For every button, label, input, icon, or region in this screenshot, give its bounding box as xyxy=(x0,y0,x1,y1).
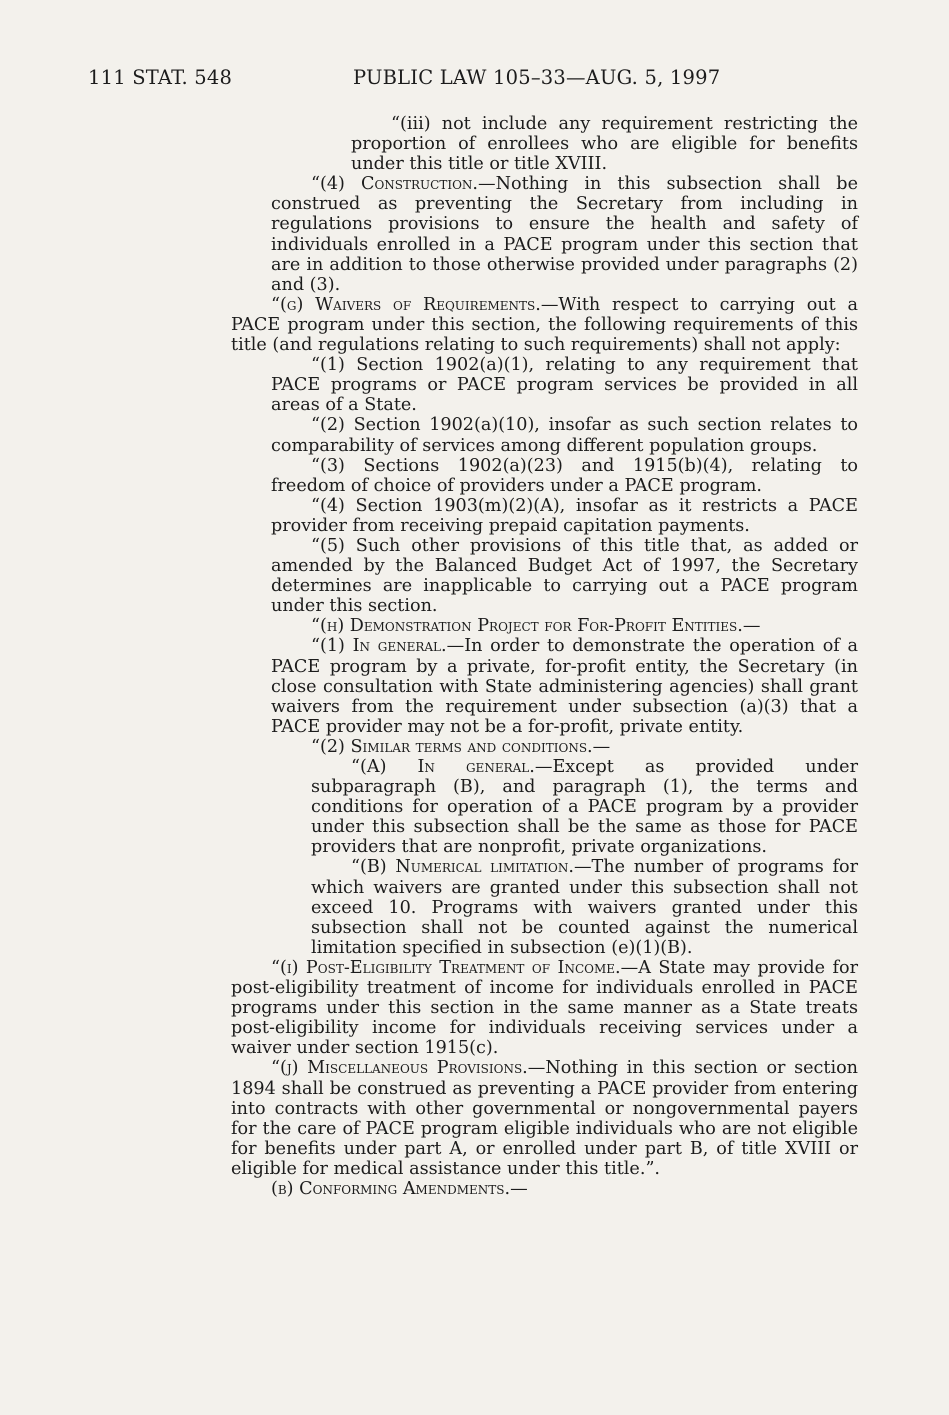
subsection-i xyxy=(231,958,858,1058)
paragraph-text: Except as provided under subparagraph (B), and paragraph (1), the terms and conditions for operation of a PACE program by a provider under this subsection shall be the same as those for PACE providers that are nonprofit, private organizations. xyxy=(311,757,858,858)
subparagraph-a xyxy=(311,757,858,857)
paragraph-heading: “(4) Construction.— xyxy=(311,174,496,195)
paragraph-heading: “(1) In general.— xyxy=(311,636,465,657)
waiver-item-5 xyxy=(271,536,858,616)
paragraph-text: A State may provide for post-eligibility treatment of income for individuals enrolled in PACE programs under this section in the same manner as a State treats post-eligibility income for individuals receiving services under a waiver under section 1915(c). xyxy=(231,957,858,1059)
subsection-j xyxy=(231,1058,858,1179)
subsection-h-paragraph-2-heading xyxy=(271,737,858,757)
waiver-item-1 xyxy=(271,355,858,415)
public-law-citation: PUBLIC LAW 105–33—AUG. 5, 1997 xyxy=(353,66,721,89)
paragraph-text: The number of programs for which waivers are granted under this subsection shall not exceed 10. Programs with waivers granted under this subsection shall not be counted against the numerical limitation specified in subsection (e)(1)(B). xyxy=(311,857,858,958)
paragraph-text: “(3) Sections 1902(a)(23) and 1915(b)(4), relating to freedom of choice of providers under a PACE program. xyxy=(271,455,858,496)
paragraph-text: With respect to carrying out a PACE program under this section, the following requirements of this title (and regulations relating to such requirements) shall not apply: xyxy=(231,294,859,356)
subparagraph-b xyxy=(311,857,858,957)
clause-iii xyxy=(351,114,858,174)
subsection-heading: “(h) Demonstration Project for For-Profit Entities.— xyxy=(311,616,761,637)
paragraph-heading: “(2) Similar terms and conditions.— xyxy=(311,736,611,757)
waiver-item-4 xyxy=(271,496,858,536)
document-body xyxy=(231,114,858,1199)
subsection-g-waivers xyxy=(231,295,858,355)
paragraph-text: “(2) Section 1902(a)(10), insofar as such section relates to comparability of services among different population groups. xyxy=(271,415,858,456)
subsection-heading: “(g) Waivers of Requirements.— xyxy=(271,294,559,315)
paragraph-heading: “(B) Numerical limitation.— xyxy=(351,857,592,878)
paragraph-4-construction xyxy=(271,174,858,295)
waiver-item-2 xyxy=(271,415,858,455)
paragraph-text: “(1) Section 1902(a)(1), relating to any requirement that PACE programs or PACE program services be provided in all areas of a State. xyxy=(271,355,858,416)
paragraph-text: In order to demonstrate the operation of a PACE program by a private, for-profit entity, the Secretary (in close consultation with State administering agencies) shall grant waivers from the requirement under subsection (a)(3) that a PACE provider may not be a for-profit, private entity. xyxy=(271,636,858,737)
subsection-heading: “(j) Miscellaneous Provisions.— xyxy=(271,1058,546,1079)
page-header xyxy=(88,66,861,92)
paragraph-text: “(5) Such other provisions of this title that, as added or amended by the Balanced Budget Act of 1997, the Secretary determines are inapplicable to carrying out a PACE program under this section. xyxy=(271,535,858,617)
subsection-h-paragraph-1 xyxy=(271,636,858,736)
waiver-item-3 xyxy=(271,456,858,496)
paragraph-text: Nothing in this section or section 1894 shall be construed as preventing a PACE provider from entering into contracts with other governmental or nongovernmental payers for the care of PACE program eligible individuals who are not eligible for benefits under part A, or enrolled under part B, of title XVIII or eligible for medical assistance under this title.”. xyxy=(231,1058,858,1179)
paragraph-text: Nothing in this subsection shall be construed as preventing the Secretary from including in regulations provisions to ensure the health and safety of individuals enrolled in a PACE program under this section that are in addition to those otherwise provided under paragraphs (2) and (3). xyxy=(271,174,858,295)
subsection-b-conforming xyxy=(231,1179,858,1199)
statute-page-number: 111 STAT. 548 xyxy=(88,66,233,89)
subsection-heading: (b) Conforming Amendments.— xyxy=(271,1178,528,1199)
paragraph-text: “(4) Section 1903(m)(2)(A), insofar as it restricts a PACE provider from receiving prepaid capitation payments. xyxy=(271,495,858,536)
paragraph-heading: “(A) In general.— xyxy=(351,757,553,777)
subsection-heading: “(i) Post-Eligibility Treatment of Income.— xyxy=(271,957,639,978)
subsection-h-heading xyxy=(271,616,858,636)
paragraph-text: “(iii) not include any requirement restricting the proportion of enrollees who are eligible for benefits under this title or title XVIII. xyxy=(351,114,858,175)
